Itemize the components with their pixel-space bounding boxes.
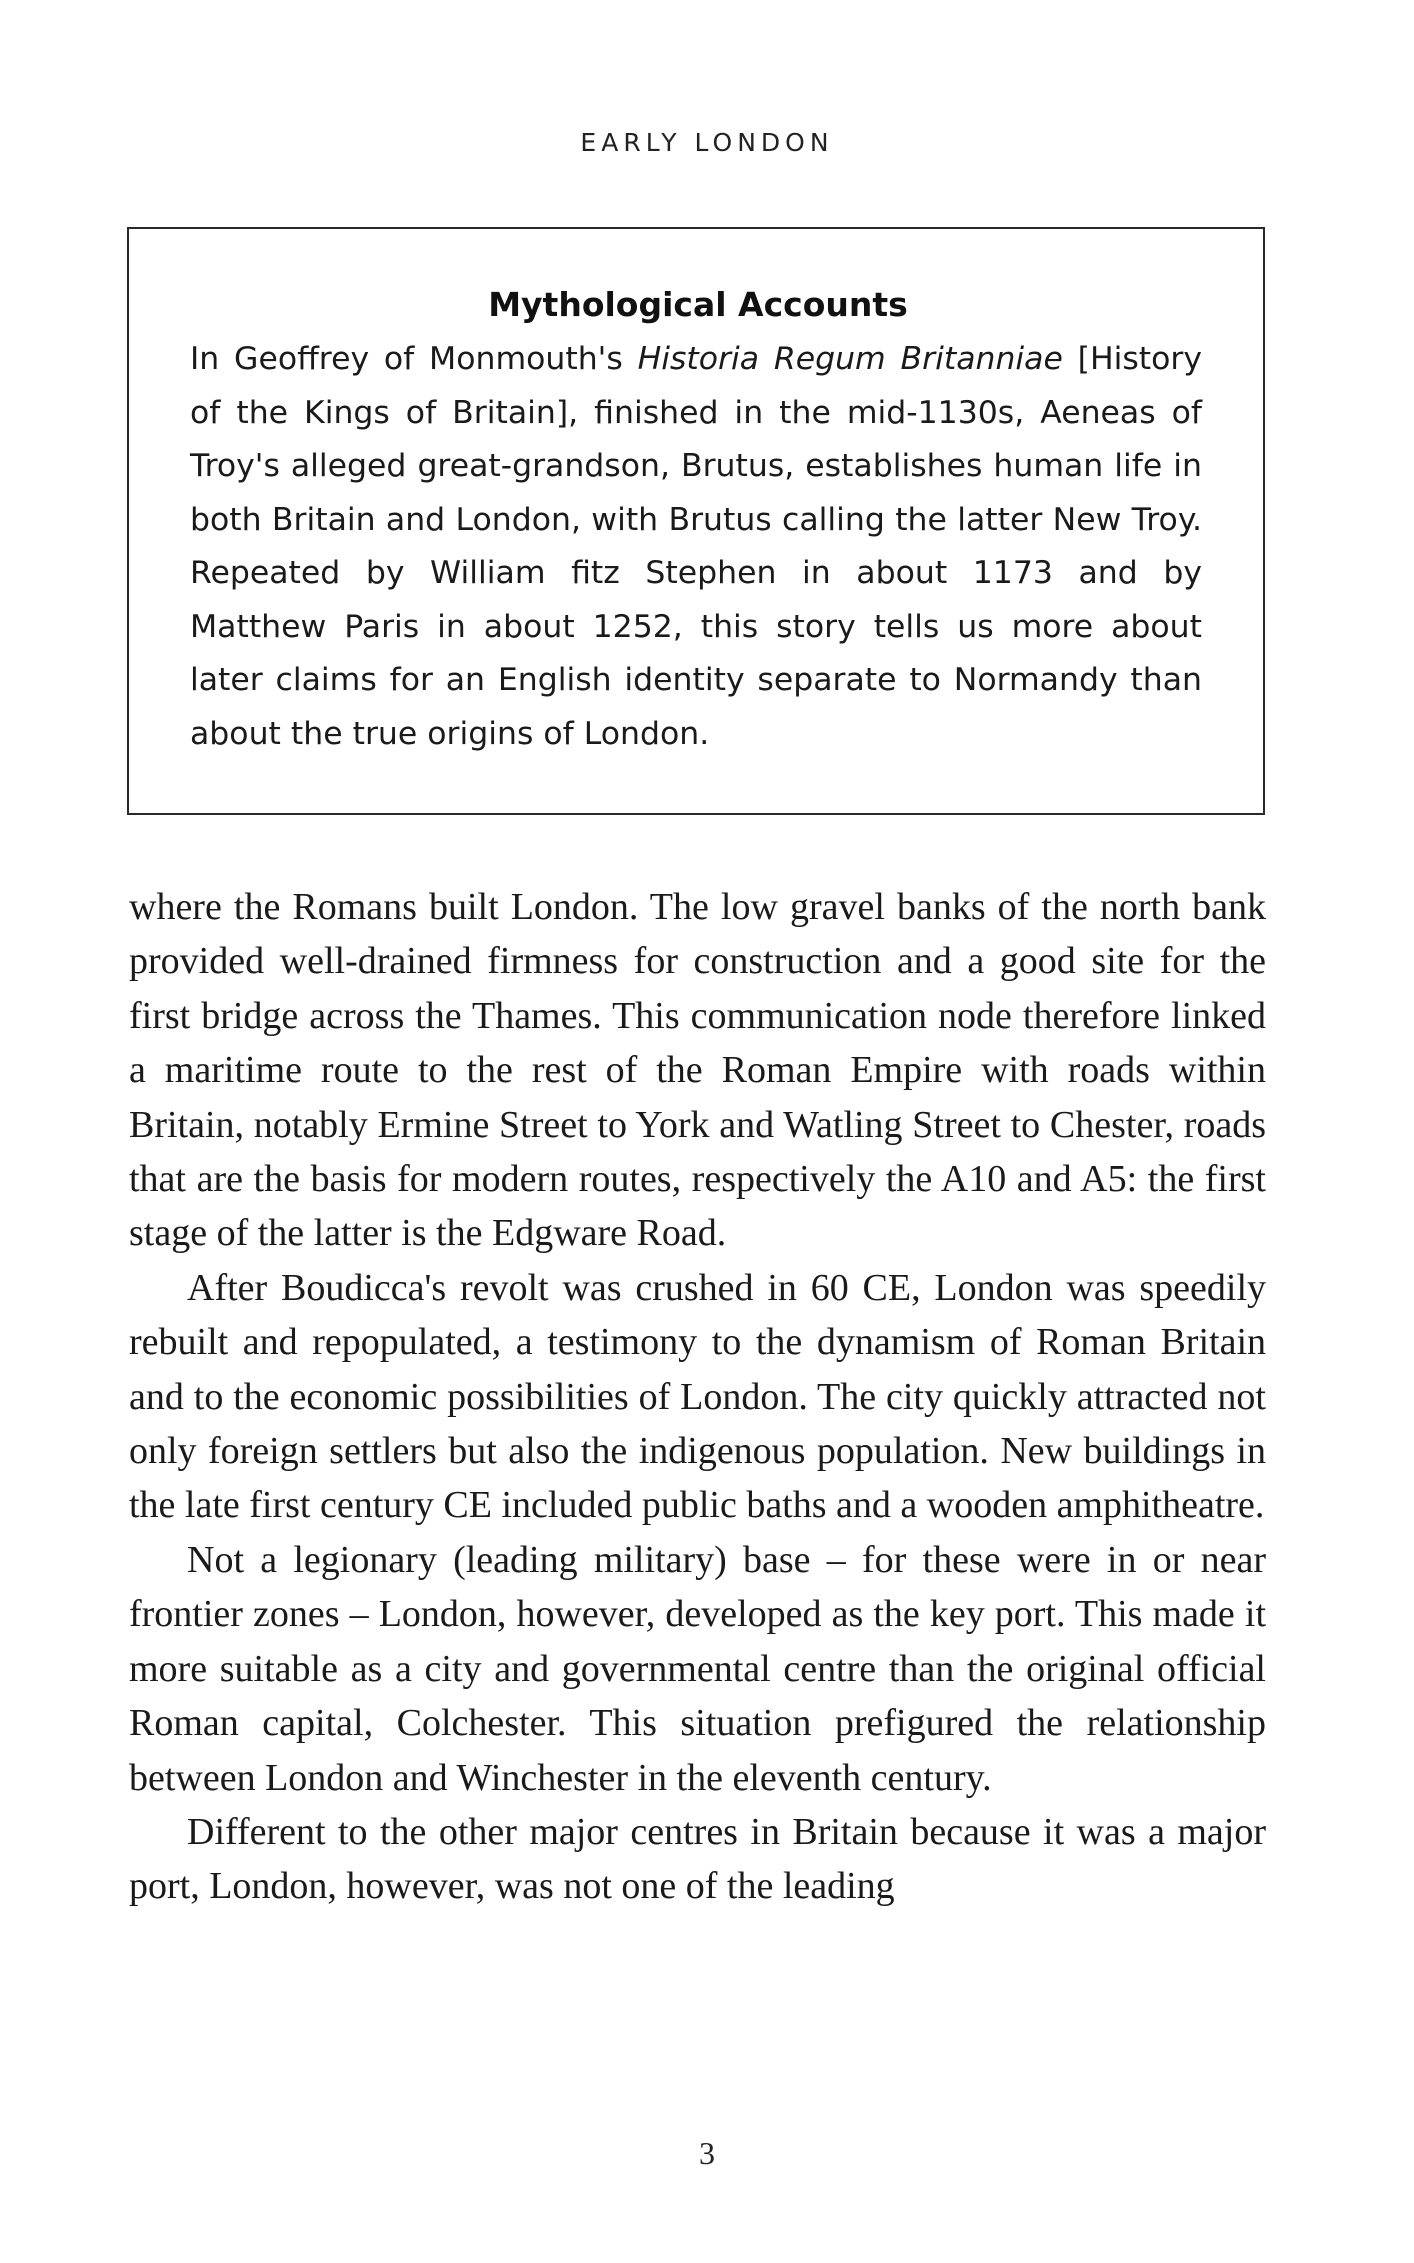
sidebar-book-title: Historia Regum Britanniae [637,341,1063,377]
sidebar-text-body: [History of the Kings of Britain], finished in the mid-1130s, Aeneas of Troy's alleged great-grandson, Brutus, establishes human life in both Britain and London, with Brutus calling the latter New Troy. Repeated by William fitz Stephen in about 1173 and by Matthew Paris in about 1252, this story tells us more about later claims for an English identity separate to Normandy than about the true origins of London. [190,341,1203,752]
body-paragraph-4: Different to the other major centres in Britain because it was a major port, London, however, was not one of the leading [129,1810,1266,1908]
body-paragraph-3: Not a legionary (leading military) base – for these were in or near frontier zones – London, however, developed as the key port. This made it more suitable as a city and governmental centre than the original official Roman capital, Colchester. This situation prefigured the relationship between London and Winchester in the eleventh century. [129,1538,1266,1799]
body-paragraph-2: After Boudicca's revolt was crushed in 60 CE, London was speedily rebuilt and repopulated, a testimony to the dynamism of Roman Britain and to the economic possibilities of London. The city quickly attracted not only foreign settlers but also the indigenous population. New buildings in the late first century CE included public baths and a wooden amphitheatre. [129,1266,1266,1527]
sidebar-box [127,227,1265,815]
body-text [129,880,1266,1914]
sidebar-text [190,333,1202,761]
body-paragraph-1: where the Romans built London. The low gravel banks of the north bank provided well-drained firmness for construction and a good site for the first bridge across the Thames. This communication node therefore linked a maritime route to the rest of the Roman Empire with roads within Britain, notably Ermine Street to York and Watling Street to Chester, roads that are the basis for modern routes, respectively the A10 and A5: the first stage of the latter is the Edgware Road. [129,886,1266,1255]
sidebar-title: Mythological Accounts [488,285,908,324]
sidebar-text-intro: In Geoffrey of Monmouth's [190,341,623,377]
page-number: 3 [699,2135,715,2171]
running-head: EARLY LONDON [580,128,834,157]
